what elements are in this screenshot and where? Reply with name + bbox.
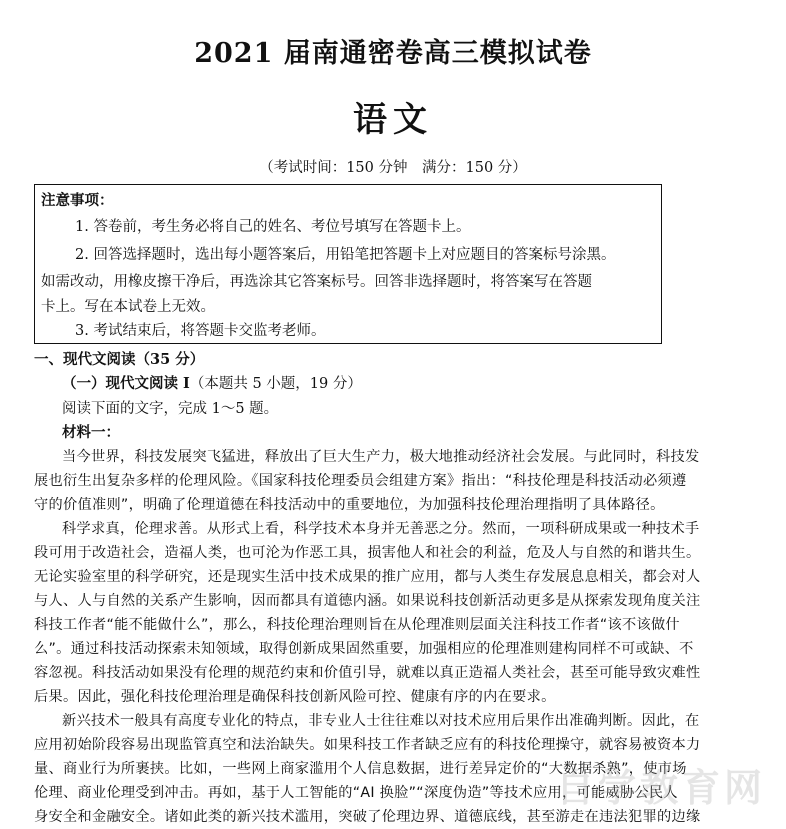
passage-line: 伦理、商业伦理受到冲击。再如，基于人工智能的“AI 换脸”“深度伪造”等技术应用，可能威胁公民人 xyxy=(34,785,678,801)
sub-heading-rest: （本题共 5 小题，19 分） xyxy=(189,376,362,392)
section-heading: 一、现代文阅读（35 分） xyxy=(34,351,205,368)
notice-line: 3. 考试结束后，将答题卡交监考老师。 xyxy=(75,323,326,339)
passage-line: 量、商业行为所裹挟。比如，一些网上商家滥用个人信息数据，进行差异定价的“大数据杀熟”，使市场 xyxy=(34,761,687,777)
notice-line: 1. 答卷前，考生务必将自己的姓名、考位号填写在答题卡上。 xyxy=(75,219,471,235)
notice-heading: 注意事项： xyxy=(41,192,114,209)
watermark: 自学教育网 xyxy=(555,766,766,810)
passage-line: 展也衍生出复杂多样的伦理风险。《国家科技伦理委员会组建方案》指出：“科技伦理是科技活动必须遵 xyxy=(34,473,687,489)
passage-line: 守的价值准则”，明确了伦理道德在科技活动中的重要地位，为加强科技伦理治理指明了具体路径。 xyxy=(34,497,665,513)
sub-heading-bold: （一）现代文阅读 I xyxy=(62,375,190,392)
exam-title: 2021 届南通密卷高三模拟试卷 xyxy=(194,38,592,69)
sub-heading xyxy=(62,372,362,396)
notice-line: 卡上。写在本试卷上无效。 xyxy=(41,299,215,315)
passage-line: 科技工作者“能不能做什么”，那么，科技伦理治理则旨在从伦理准则层面关注科技工作者“该不该做什 xyxy=(34,617,680,633)
instruction: 阅读下面的文字，完成 1～5 题。 xyxy=(62,401,279,417)
notice-box xyxy=(34,184,662,344)
passage-line: 容忽视。科技活动如果没有伦理的规范约束和价值引导，就难以真正造福人类社会，甚至可能导致灾难性 xyxy=(34,665,701,681)
passage-line: 应用初始阶段容易出现监管真空和法治缺失。如果科技工作者缺乏应有的科技伦理操守，就容易被资本力 xyxy=(34,737,701,753)
passage-line: 么”。通过科技活动探索未知领域，取得创新成果固然重要，加强相应的伦理准则建构同样不可或缺、不 xyxy=(34,641,694,657)
passage-line: 段可用于改造社会，造福人类，也可沦为作恶工具，损害他人和社会的利益，危及人与自然的和谐共生。 xyxy=(34,545,701,561)
exam-meta: （考试时间：150 分钟 满分：150 分） xyxy=(259,160,527,176)
passage-line: 后果。因此，强化科技伦理治理是确保科技创新风险可控、健康有序的内在要求。 xyxy=(34,689,556,705)
passage-line: 与人、人与自然的关系产生影响，因而都具有道德内涵。如果说科技创新活动更多是从探索发现角度关注 xyxy=(34,593,701,609)
passage-line: 无论实验室里的科学研究，还是现实生活中技术成果的推广应用，都与人类生存发展息息相关，都会对人 xyxy=(34,569,701,585)
subject-title: 语文 xyxy=(353,100,433,140)
passage-line: 身安全和金融安全。诸如此类的新兴技术滥用，突破了伦理边界、道德底线，甚至游走在违法犯罪的边缘 xyxy=(34,809,701,825)
passage-line: 新兴技术一般具有高度专业化的特点，非专业人士往往难以对技术应用后果作出准确判断。因此，在 xyxy=(62,713,700,729)
passage-line: 科学求真，伦理求善。从形式上看，科学技术本身并无善恶之分。然而，一项科研成果或一种技术手 xyxy=(62,521,700,537)
notice-line: 如需改动，用橡皮擦干净后，再选涂其它答案标号。回答非选择题时，将答案写在答题 xyxy=(41,274,592,290)
passage-line: 当今世界，科技发展突飞猛进，释放出了巨大生产力，极大地推动经济社会发展。与此同时，科技发 xyxy=(62,449,700,465)
material-label: 材料一： xyxy=(62,424,120,441)
notice-line: 2. 回答选择题时，选出每小题答案后，用铅笔把答题卡上对应题目的答案标号涂黑。 xyxy=(75,247,616,263)
